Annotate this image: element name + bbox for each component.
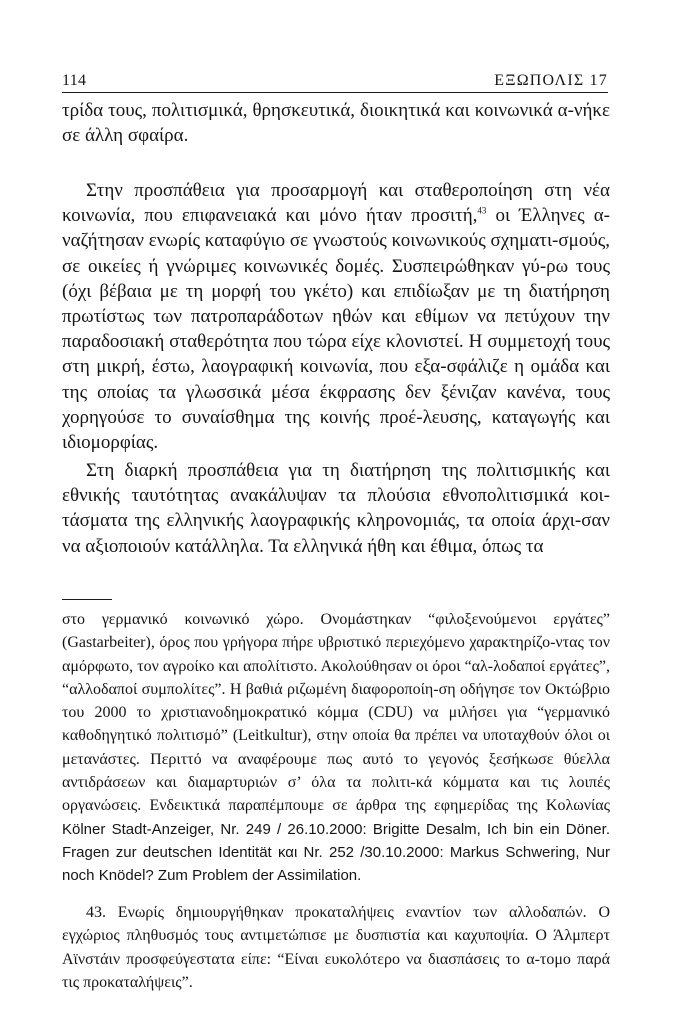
running-title: ΕΞΩΠΟΛΙΣ 17 <box>494 72 608 89</box>
footnote-continued-greek: στο γερμανικό κοινωνικό χώρο. Ονομάστηκαν “φιλοξενούμενοι εργάτες” (Gastarbeiter), όρος που γρήγορα πήρε υβριστικό περιεχόμενο χαρακτηρίζο-ντας τον αμόρφωτο, τον αγροίκο και απολίτιστο. Ακολούθησαν οι όροι “αλ-λοδαποί εργάτες”, “αλλοδαποί συμπολίτες”. Η βαθιά ριζωμένη διαφοροποίη-ση οδήγησε τον Οκτώβριο του 2000 το χριστιανοδημοκρατικό κόμμα (CDU) να μιλήσει για “γερμανικό καθοδηγητικό πολιτισμό” (Leitkultur), στην οποία θα πρέπει να υποταχθούν όλοι οι μετανάστες. Περιττό να αναφέρουμε πως αυτό το γεγονός ξεσήκωσε θύελλα αντιδράσεων και διαμαρτυριών σ’ όλα τα πολιτι-κά κόμματα και τις λοιπές οργανώσεις. Ενδεικτικά παραπέμπουμε σε άρθρα της εφημερίδας της Κολωνίας <box>62 611 610 815</box>
footnote-reference: 43 <box>477 205 487 216</box>
footnote-continued-citation: Kölner Stadt-Anzeiger, Nr. 249 / 26.10.2000: Brigitte Desalm, Ich bin ein Döner. Fragen zur deutschen Identität και Nr. 252 /30.10.2000: Markus Schwering, Nur noch Knödel? Zum Problem der Assimilation. <box>62 820 610 885</box>
body-paragraph-1: τρίδα τους, πολιτισμικά, θρησκευτικά, διοικητικά και κοινωνικά α-νήκε σε άλλη σφαίρα. <box>62 100 610 147</box>
body-paragraph-2-text-b: οι Έλληνες α-ναζήτησαν ενωρίς καταφύγιο σε γνωστούς κοινωνικούς σχηματι-σμούς, σε οικείες ή γνώριμες κοινωνικές δομές. Συσπειρώθηκαν γύ-ρω τους (όχι βέβαια με τη μορφή του γκέτο) και επιδίωξαν με τη διατήρηση πρωτίστως των πατροπαράδοτων ηθών και εθίμων να πετύχουν την παραδοσιακή σταθερότητα που τώρα είχε κλονιστεί. Η συμμετοχή τους στη μικρή, έστω, λαογραφική κοινωνία, που εξα-σφάλιζε η ομάδα και της οποίας τα γλωσσικά μέσα έκφρασης δεν ξένιζαν κανένα, τους χορηγούσε το συναίσθημα της κοινής προέ-λευσης, καταγωγής και ιδιομορφίας. <box>62 205 610 454</box>
body-paragraph-2 <box>62 178 610 455</box>
body-paragraph-3: Στη διαρκή προσπάθεια για τη διατήρηση της πολιτισμικής και εθνικής ταυτότητας ανακάλυψαν τα πλούσια εθνοπολιτισμικά κοι-τάσματα της ελληνικής λαογραφικής κληρονομιάς, τα οποία άρχι-σαν να αξιοποιούν κατάλληλα. Τα ελληνικά ήθη και έθιμα, όπως τα <box>62 460 610 557</box>
footnote-43: 43. Ενωρίς δημιουργήθηκαν προκαταλήψεις εναντίον των αλλοδαπών. Ο εγχώριος πληθυσμός τους αντιμετώπισε με δυσπιστία και καχυποψία. Ο Άλμπερτ Αϊνστάιν προσφεύγεστατα είπε: “Είναι ευκολότερο να διασπάσεις το α-τομο παρά τις προκαταλήψεις”. <box>62 904 610 991</box>
body-paragraph-2-text-a: Στην προσπάθεια για προσαρμογή και σταθεροποίηση στη νέα κοινωνία, που επιφανειακά και μόνο ήταν προσιτή, <box>62 180 610 227</box>
footnote-continued <box>62 608 610 888</box>
page-number: 114 <box>62 72 87 89</box>
footnote-separator <box>62 599 112 600</box>
page-header <box>62 70 608 93</box>
